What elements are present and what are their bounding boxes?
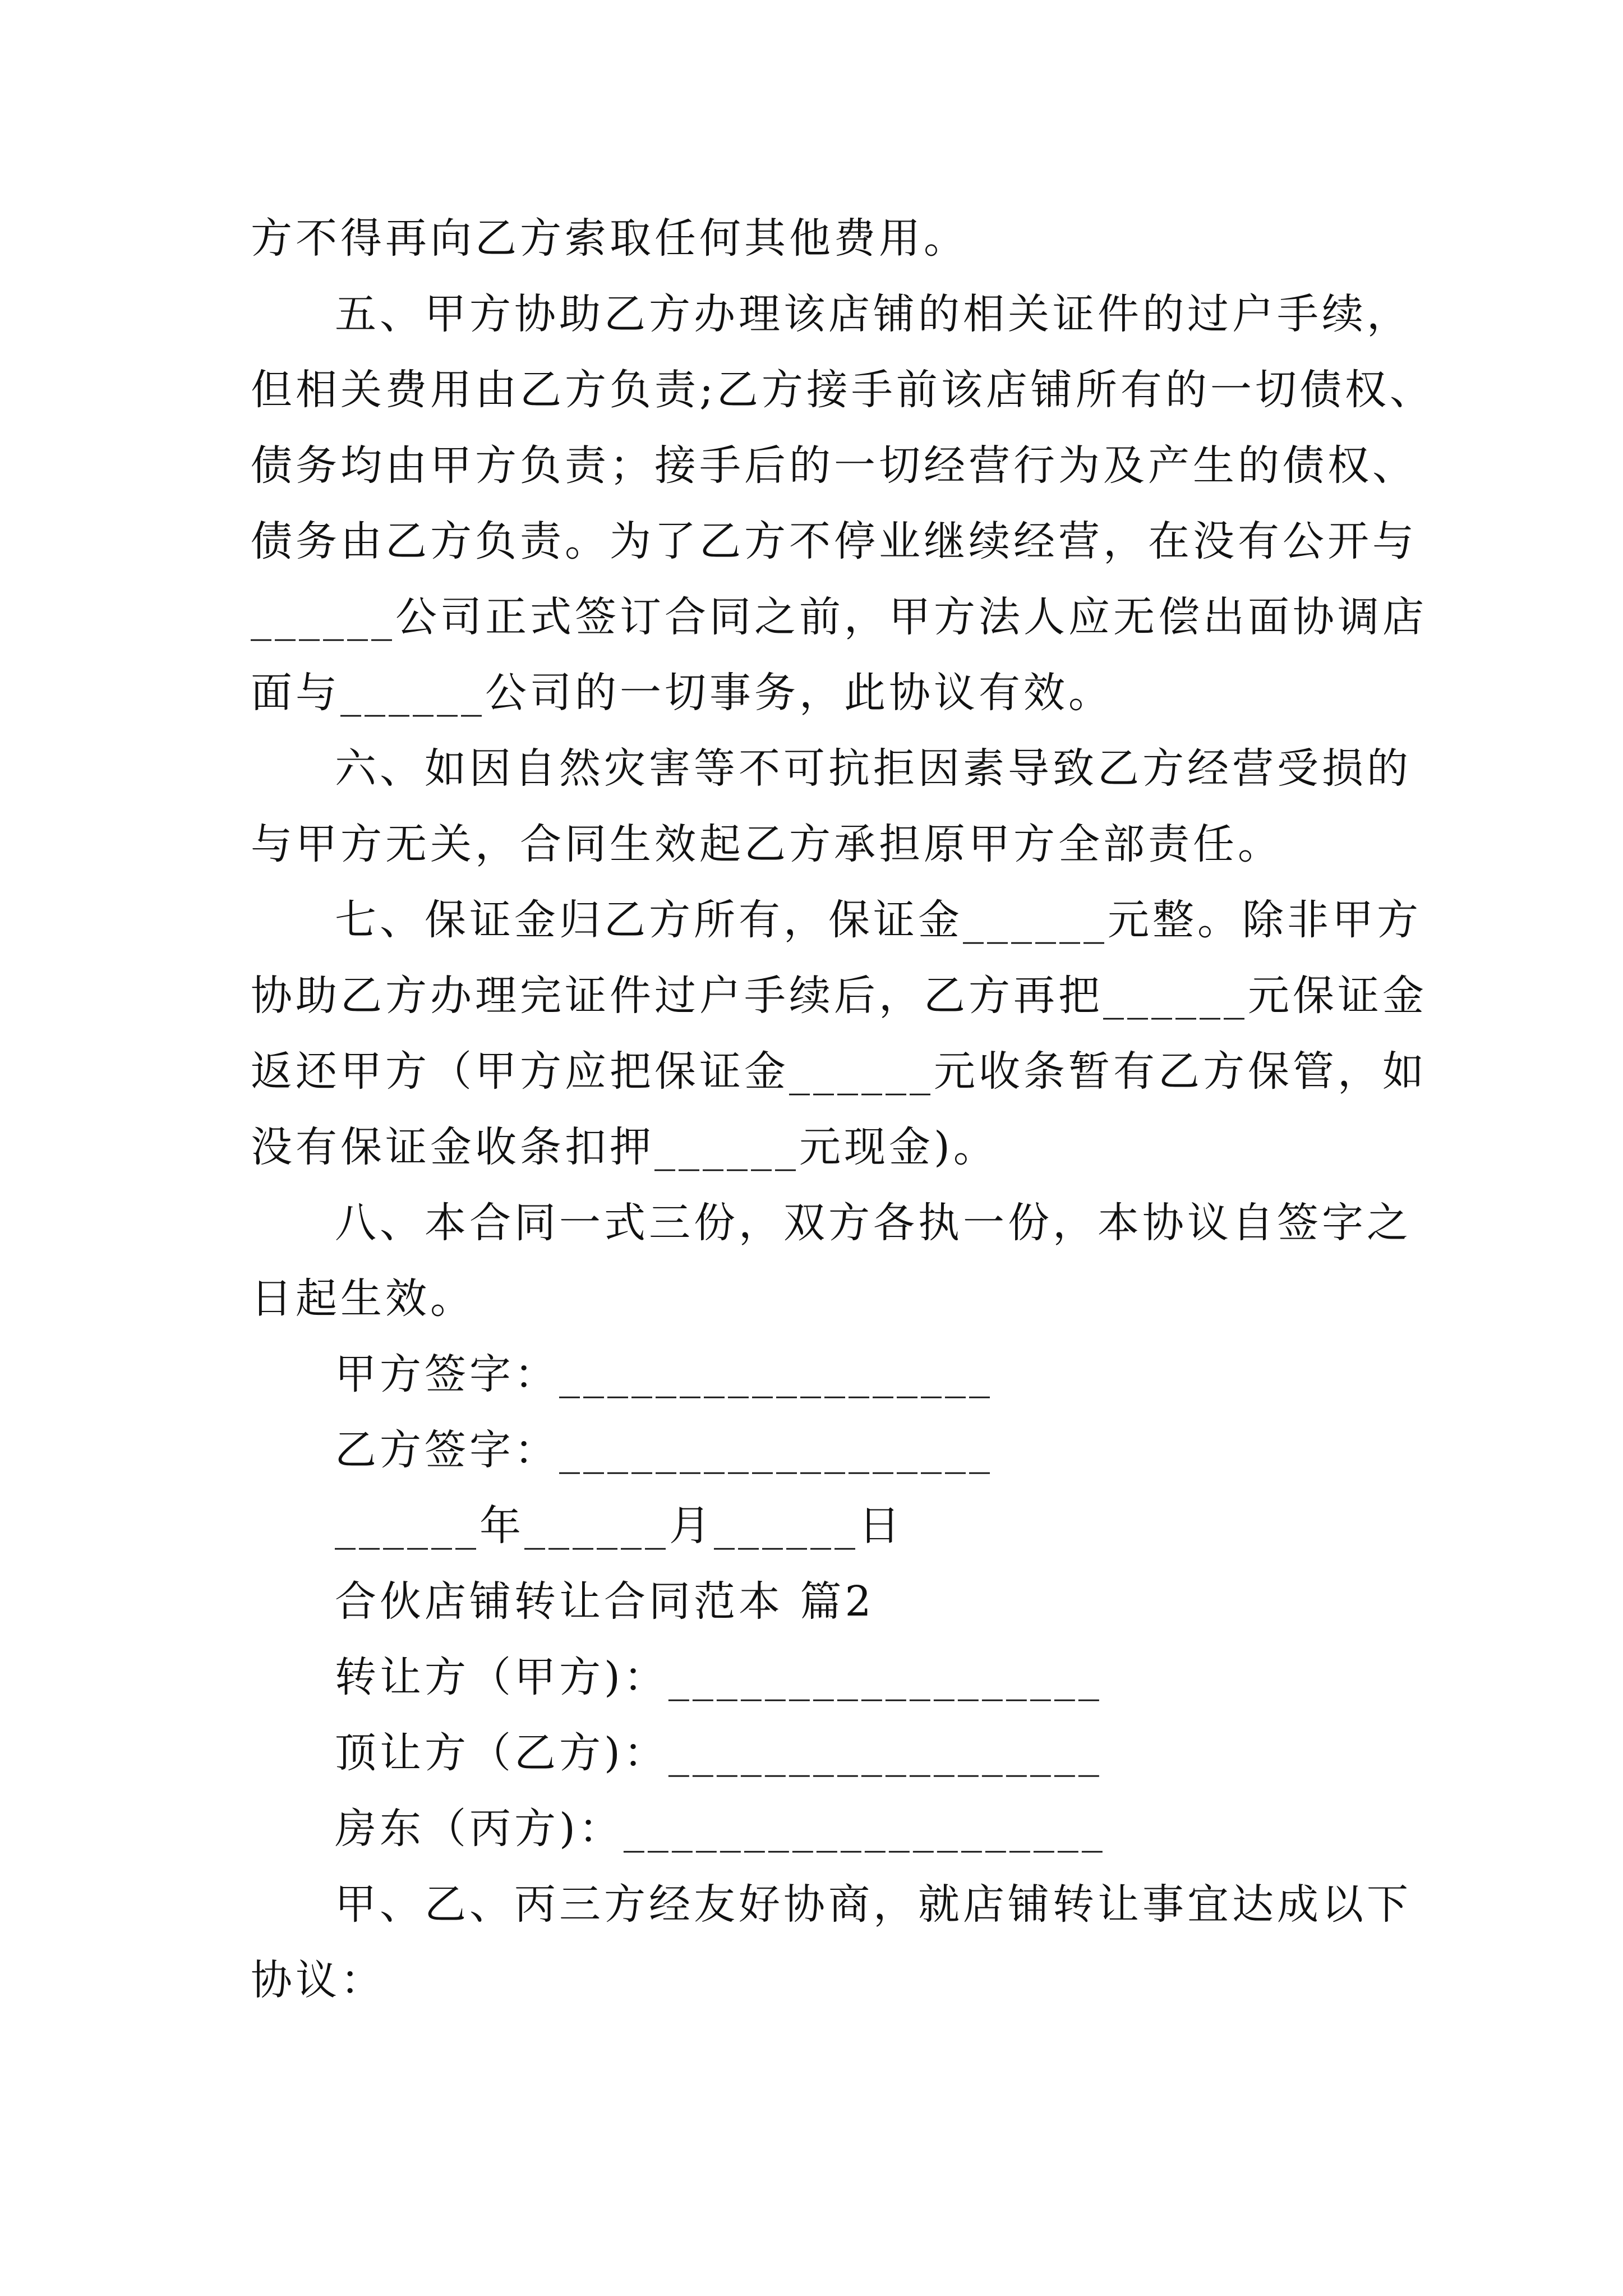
transferee-line: 顶让方（乙方)：__________________	[335, 1729, 1103, 1777]
text-line: ______公司正式签订合同之前，甲方法人应无偿出面协调店	[251, 593, 1427, 641]
text-line: 没有保证金收条扣押______元现金)。	[251, 1123, 998, 1171]
party-b-signature-line: 乙方签字：__________________	[335, 1426, 993, 1474]
transferor-line: 转让方（甲方)：__________________	[335, 1653, 1103, 1701]
text-line: 面与______公司的一切事务，此协议有效。	[251, 669, 1113, 717]
clause-5-line: 五、甲方协助乙方办理该店铺的相关证件的过户手续，	[335, 290, 1412, 338]
text-line: 方不得再向乙方索取任何其他费用。	[251, 214, 969, 263]
text-line: 债务均由甲方负责；接手后的一切经营行为及产生的债权、	[251, 441, 1417, 490]
text-line: 债务由乙方负责。为了乙方不停业继续经营，在没有公开与	[251, 517, 1417, 565]
date-line: ______年______月______日	[335, 1502, 903, 1550]
landlord-line: 房东（丙方)：____________________	[335, 1805, 1106, 1853]
text-line: 与甲方无关，合同生效起乙方承担原甲方全部责任。	[251, 820, 1283, 868]
party-a-signature-line: 甲方签字：__________________	[335, 1350, 993, 1398]
section-heading: 合伙店铺转让合同范本 篇2	[335, 1577, 875, 1626]
text-line: 但相关费用由乙方负责;乙方接手前该店铺所有的一切债权、	[251, 366, 1435, 414]
text-line: 日起生效。	[251, 1274, 475, 1323]
clause-7-line: 七、保证金归乙方所有，保证金______元整。除非甲方	[335, 896, 1422, 944]
clause-6-line: 六、如因自然灾害等不可抗拒因素导致乙方经营受损的	[335, 744, 1412, 793]
text-line: 返还甲方（甲方应把保证金______元收条暂有乙方保管，如	[251, 1047, 1427, 1096]
text-line: 协助乙方办理完证件过户手续后，乙方再把______元保证金	[251, 972, 1427, 1020]
agreement-intro-line: 甲、乙、丙三方经友好协商，就店铺转让事宜达成以下	[335, 1880, 1412, 1929]
clause-8-line: 八、本合同一式三份，双方各执一份，本协议自签字之	[335, 1199, 1412, 1247]
text-line: 协议：	[251, 1956, 385, 2004]
